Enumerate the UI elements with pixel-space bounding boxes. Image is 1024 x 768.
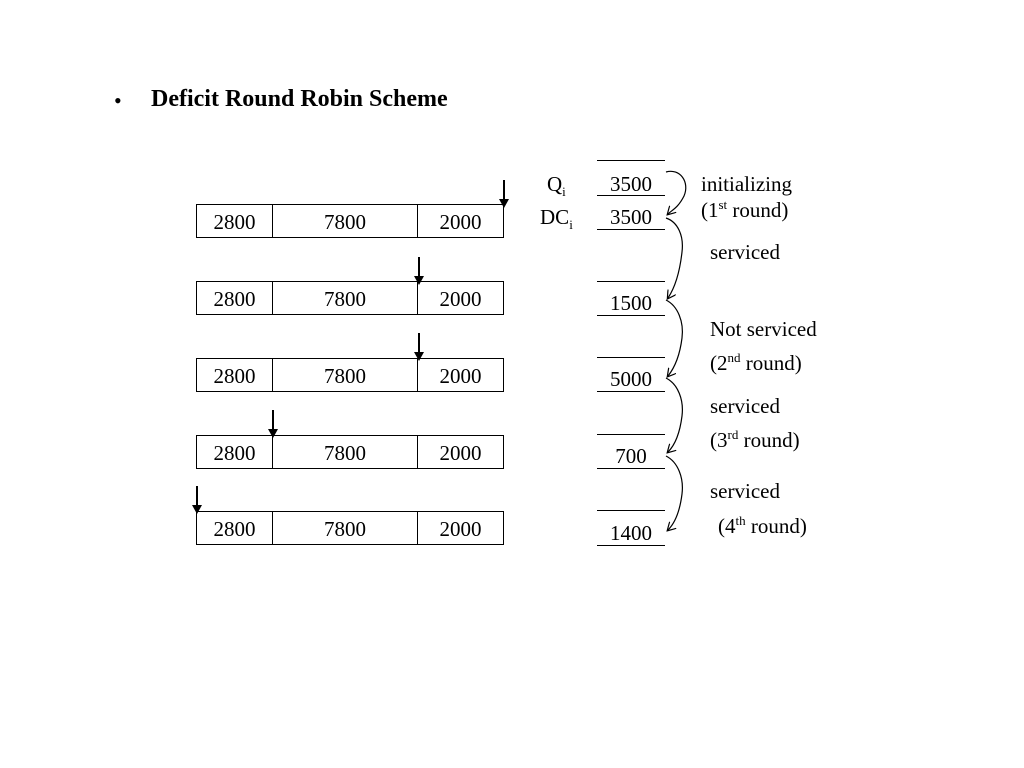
annotation-round-3: (3rd round) — [710, 427, 800, 452]
packet-cell: 7800 — [273, 282, 418, 314]
annotation-serviced: serviced — [710, 240, 780, 264]
annotation-round-2: (2nd round) — [710, 350, 802, 375]
quantum-label: $Q_i$ — [547, 172, 566, 200]
annotation-initializing: initializing — [701, 172, 792, 196]
packet-cell: 2000 — [439, 210, 482, 234]
deficit-counter-value: 5000 — [610, 367, 652, 391]
packet-cell: 2800 — [197, 436, 273, 468]
annotation-round-4: (4th round) — [718, 513, 807, 538]
annotation-round-1: (1st round) — [701, 197, 789, 222]
deficit-counter-value: 1400 — [610, 521, 652, 545]
packet-cell: 7800 — [273, 512, 418, 544]
annotation-serviced: serviced — [710, 394, 780, 418]
packet-cell: 2800 — [197, 282, 273, 314]
packet-cell: 7800 — [273, 205, 418, 237]
deficit-counter-value: 1500 — [610, 291, 652, 315]
packet-cell: 2800 — [197, 512, 273, 544]
page-title: Deficit Round Robin Scheme — [151, 86, 448, 112]
packet-cell: 2000 — [439, 517, 482, 541]
annotation-serviced: serviced — [710, 479, 780, 503]
packet-cell: 7800 — [273, 359, 418, 391]
bullet: • — [114, 88, 122, 113]
round-arrow — [666, 456, 682, 530]
deficit-counter-value: 700 — [615, 444, 647, 468]
round-arrow — [666, 218, 682, 298]
deficit-counter-value: 3500 — [610, 205, 652, 229]
deficit-counter-label: $DC_i$ — [540, 205, 573, 233]
annotation-not-serviced: Not serviced — [710, 317, 817, 341]
packet-cell: 7800 — [273, 436, 418, 468]
packet-cell: 2000 — [439, 287, 482, 311]
init-arrow — [666, 171, 686, 214]
packet-cell: 2800 — [197, 205, 273, 237]
quantum-value: 3500 — [610, 172, 652, 196]
packet-cell: 2800 — [197, 359, 273, 391]
packet-cell: 2000 — [439, 441, 482, 465]
round-arrow — [666, 300, 682, 376]
round-arrow — [666, 378, 682, 452]
packet-cell: 2000 — [439, 364, 482, 388]
